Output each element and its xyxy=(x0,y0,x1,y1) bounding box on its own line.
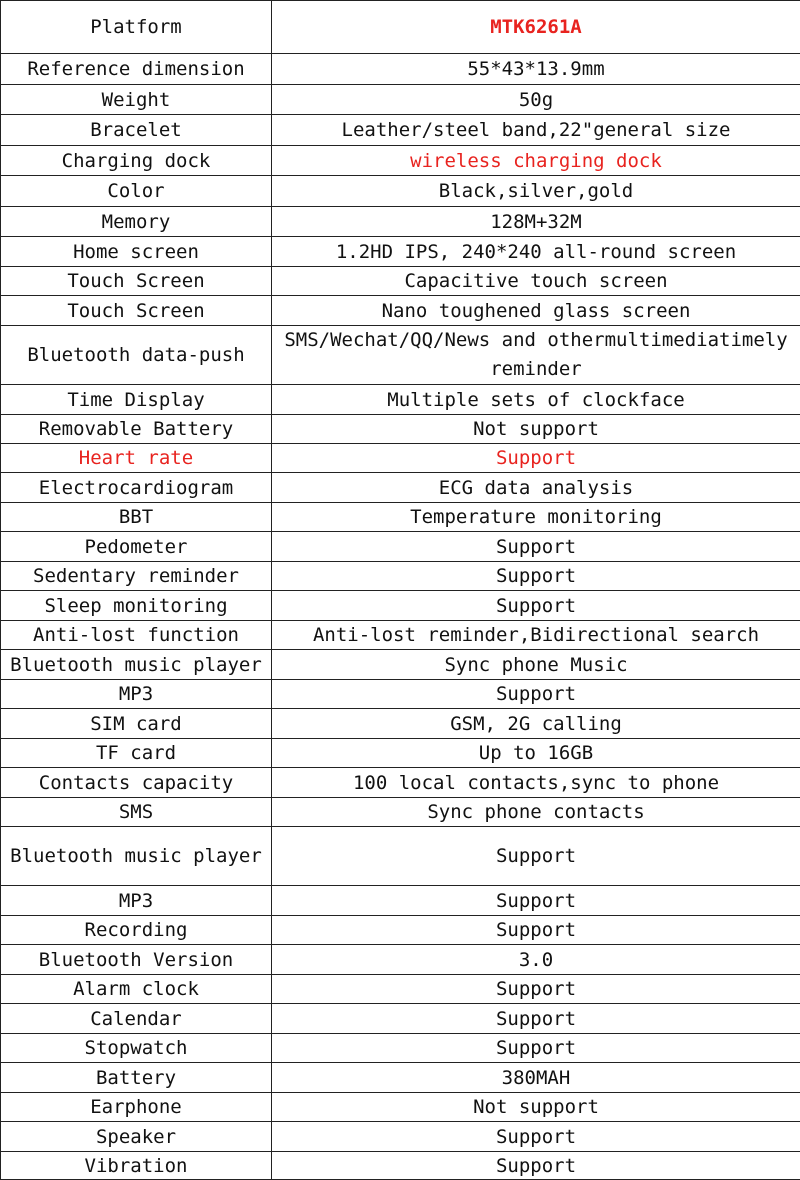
spec-row xyxy=(1,267,800,296)
spec-table-body xyxy=(1,1,800,1180)
spec-row xyxy=(1,296,800,326)
spec-label: Reference dimension xyxy=(1,54,272,85)
spec-label: Heart rate xyxy=(1,444,272,473)
spec-value: Support xyxy=(272,532,800,562)
spec-value: Capacitive touch screen xyxy=(272,267,800,296)
spec-value: Support xyxy=(272,562,800,591)
spec-row xyxy=(1,945,800,975)
spec-label: Charging dock xyxy=(1,146,272,176)
spec-row xyxy=(1,176,800,207)
spec-label: Platform xyxy=(1,1,272,54)
spec-label: Color xyxy=(1,176,272,207)
spec-label: Sedentary reminder xyxy=(1,562,272,591)
spec-value: Sync phone contacts xyxy=(272,798,800,827)
spec-row xyxy=(1,680,800,709)
spec-value: Support xyxy=(272,444,800,473)
spec-label: Recording xyxy=(1,916,272,945)
spec-value: 128M+32M xyxy=(272,207,800,237)
spec-label: SIM card xyxy=(1,709,272,739)
spec-label: Contacts capacity xyxy=(1,768,272,798)
spec-value: Leather/steel band,22"general size xyxy=(272,115,800,146)
spec-value: 380MAH xyxy=(272,1063,800,1093)
spec-row xyxy=(1,115,800,146)
spec-value: Temperature monitoring xyxy=(272,503,800,532)
spec-value: Support xyxy=(272,591,800,621)
spec-label: SMS xyxy=(1,798,272,827)
spec-label: Memory xyxy=(1,207,272,237)
spec-row xyxy=(1,1004,800,1034)
spec-row xyxy=(1,621,800,650)
spec-label: Touch Screen xyxy=(1,296,272,326)
spec-value: Multiple sets of clockface xyxy=(272,385,800,415)
spec-row xyxy=(1,326,800,385)
spec-label: Bluetooth Version xyxy=(1,945,272,975)
spec-row xyxy=(1,798,800,827)
spec-value: Support xyxy=(272,1152,800,1180)
spec-value: GSM, 2G calling xyxy=(272,709,800,739)
spec-value: Anti-lost reminder,Bidirectional search xyxy=(272,621,800,650)
spec-label: Bluetooth music player xyxy=(1,650,272,680)
spec-row xyxy=(1,591,800,621)
spec-row xyxy=(1,886,800,916)
spec-label: Pedometer xyxy=(1,532,272,562)
spec-label: Vibration xyxy=(1,1152,272,1180)
spec-label: Electrocardiogram xyxy=(1,473,272,503)
spec-row xyxy=(1,1093,800,1122)
spec-label: Removable Battery xyxy=(1,415,272,444)
spec-label: Time Display xyxy=(1,385,272,415)
spec-row xyxy=(1,1,800,54)
spec-label: Bracelet xyxy=(1,115,272,146)
spec-value: Support xyxy=(272,1122,800,1152)
spec-value: Support xyxy=(272,886,800,916)
spec-value: Nano toughened glass screen xyxy=(272,296,800,326)
spec-value: Support xyxy=(272,680,800,709)
spec-row xyxy=(1,562,800,591)
spec-value: Up to 16GB xyxy=(272,739,800,768)
spec-row xyxy=(1,1063,800,1093)
spec-value: Support xyxy=(272,975,800,1004)
spec-row xyxy=(1,1034,800,1063)
spec-label: MP3 xyxy=(1,886,272,916)
spec-value: Sync phone Music xyxy=(272,650,800,680)
spec-label: Sleep monitoring xyxy=(1,591,272,621)
spec-value: 3.0 xyxy=(272,945,800,975)
spec-row xyxy=(1,532,800,562)
spec-label: TF card xyxy=(1,739,272,768)
spec-value: 50g xyxy=(272,85,800,115)
spec-row xyxy=(1,650,800,680)
spec-label: Bluetooth data-push xyxy=(1,326,272,385)
spec-label: Speaker xyxy=(1,1122,272,1152)
spec-row xyxy=(1,415,800,444)
spec-row xyxy=(1,1152,800,1180)
spec-value: Not support xyxy=(272,415,800,444)
spec-value: MTK6261A xyxy=(272,1,800,54)
spec-row xyxy=(1,473,800,503)
spec-value: SMS/Wechat/QQ/News and othermultimediatimely reminder xyxy=(272,326,800,385)
spec-value: wireless charging dock xyxy=(272,146,800,176)
spec-row xyxy=(1,916,800,945)
spec-row xyxy=(1,54,800,85)
spec-row xyxy=(1,146,800,176)
spec-value: 55*43*13.9mm xyxy=(272,54,800,85)
spec-row xyxy=(1,827,800,886)
spec-label: Weight xyxy=(1,85,272,115)
spec-value: Support xyxy=(272,916,800,945)
spec-label: Stopwatch xyxy=(1,1034,272,1063)
spec-label: Earphone xyxy=(1,1093,272,1122)
spec-label: Home screen xyxy=(1,237,272,267)
spec-row xyxy=(1,768,800,798)
spec-value: Black,silver,gold xyxy=(272,176,800,207)
spec-row xyxy=(1,503,800,532)
spec-row xyxy=(1,207,800,237)
spec-value: 1.2HD IPS, 240*240 all-round screen xyxy=(272,237,800,267)
spec-label: BBT xyxy=(1,503,272,532)
spec-label: Bluetooth music player xyxy=(1,827,272,886)
spec-value: 100 local contacts,sync to phone xyxy=(272,768,800,798)
spec-label: Anti-lost function xyxy=(1,621,272,650)
spec-row xyxy=(1,237,800,267)
spec-value: Not support xyxy=(272,1093,800,1122)
spec-label: Touch Screen xyxy=(1,267,272,296)
spec-row xyxy=(1,385,800,415)
spec-value: Support xyxy=(272,827,800,886)
spec-row xyxy=(1,85,800,115)
spec-label: MP3 xyxy=(1,680,272,709)
spec-label: Calendar xyxy=(1,1004,272,1034)
spec-label: Alarm clock xyxy=(1,975,272,1004)
spec-label: Battery xyxy=(1,1063,272,1093)
spec-row xyxy=(1,975,800,1004)
spec-row xyxy=(1,444,800,473)
spec-value: ECG data analysis xyxy=(272,473,800,503)
spec-row xyxy=(1,709,800,739)
spec-value: Support xyxy=(272,1034,800,1063)
spec-row xyxy=(1,1122,800,1152)
spec-value: Support xyxy=(272,1004,800,1034)
spec-row xyxy=(1,739,800,768)
